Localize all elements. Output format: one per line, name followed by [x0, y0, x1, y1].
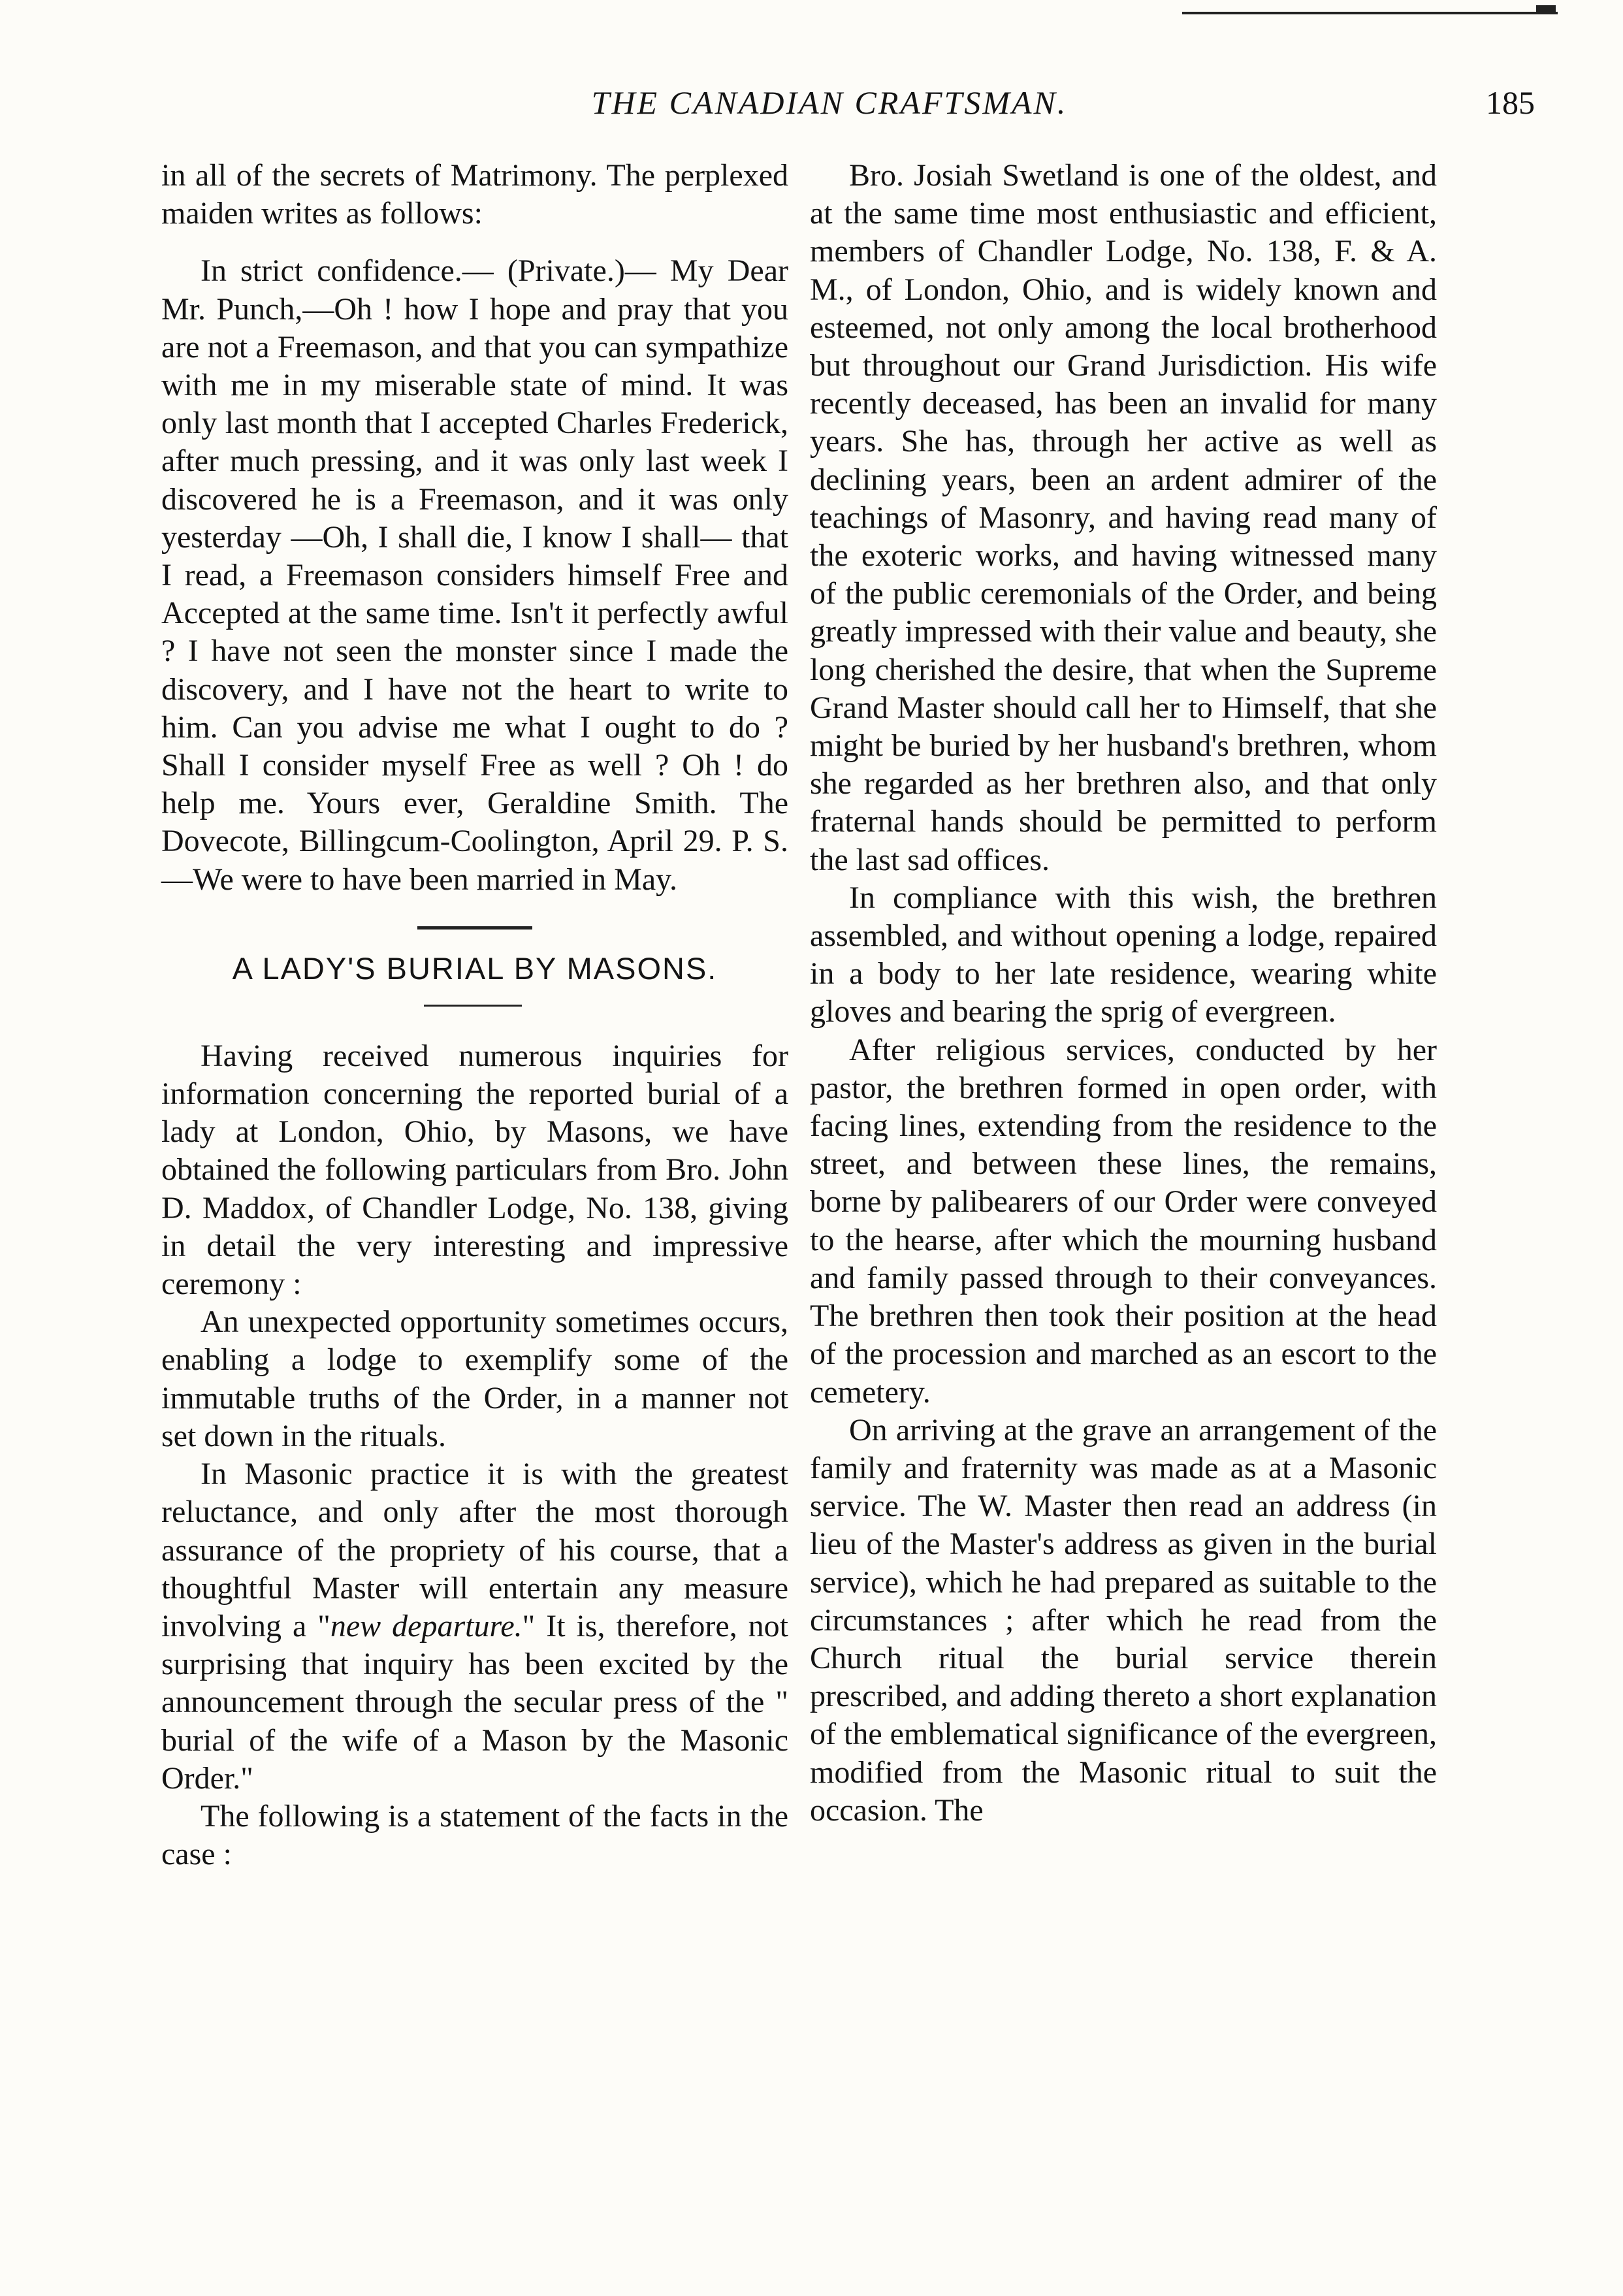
top-rule-ornament — [1536, 5, 1556, 13]
letter-text: In strict confidence.— (Private.)— My Dear Mr. Punch,—Oh ! how I hope and pray that you are not a Freemason, and that you can sympathize with me in my miserable state of mind. It was only last month that I accepted Charles Frederick, after much pressing, and it was only last week I discovered he is a Freemason, and it was only yesterday —Oh, I shall die, I know I shall— that I read, a Freemason considers himself Free and Accepted at the same time. Isn't it perfectly awful ? I have not seen the monster since I made the discovery, and I have not the heart to write to him. Can you advise me what I ought to do ? Shall I consider myself Free as well ? Oh ! do help me. Yours ever, Geraldine Smith. The Dovecote, Billingcum-Coolington, April 29. P. S.—We were to have been married in May. — [161, 253, 788, 897]
right-column — [810, 157, 1437, 1830]
article-paragraph: After religious services, conducted by her pastor, the brethren formed in open order, with facing lines, extending from the residence to the street, and between these lines, the remains, borne by palibearers of our Order were conveyed to the hearse, after which the mourning husband and family passed through to their conveyances. The brethren then took their position at the head of the procession and marched as an escort to the cemetery. — [810, 1032, 1437, 1410]
left-column — [161, 157, 788, 1873]
top-rule — [1182, 12, 1558, 14]
article-paragraph: The following is a statement of the facts in the case : — [161, 1798, 788, 1872]
article-paragraph: In compliance with this wish, the brethren assembled, and without opening a lodge, repaired in a body to her late residence, wearing white gloves and bearing the sprig of evergreen. — [810, 880, 1437, 1029]
intro-text: in all of the secrets of Matrimony. The perplexed maiden writes as follows: — [161, 158, 788, 231]
punch-letter — [161, 252, 788, 898]
article-paragraph: In Masonic practice it is with the greatest reluctance, and only after the most thorough assurance of the propriety of his course, that a thoughtful Master will entertain any measure involving a "new departure." It is, therefore, not surprising that inquiry has been excited by the announcement through the secular press of the " burial of the wife of a Mason by the Masonic Order." — [161, 1457, 788, 1796]
article-paragraph: Bro. Josiah Swetland is one of the oldest, and at the same time most enthusiastic and efficient, members of Chandler Lodge, No. 138, F. & A. M., of London, Ohio, and is widely known and esteemed, not only among the local brotherhood but throughout our Grand Jurisdiction. His wife recently deceased, has been an invalid for many years. She has, through her active as well as declining years, been an ardent admirer of the teachings of Masonry, and having read many of the exoteric works, and having witnessed many of the public ceremonials of the Order, and being greatly impressed with their value and beauty, she long cherished the desire, that when the Supreme Grand Master should call her to Himself, that she might be buried by her husband's brethren, whom she regarded as her brethren also, and that only fraternal hands should be permitted to perform the last sad offices. — [810, 158, 1437, 877]
running-title: THE CANADIAN CRAFTSMAN. — [591, 84, 1068, 121]
page-number: 185 — [1486, 84, 1535, 121]
section-divider — [161, 918, 788, 945]
heading-divider — [161, 992, 788, 1018]
article-paragraph: On arriving at the grave an arrangement of the family and fraternity was made as at a Masonic service. The W. Master then read an address (in lieu of the Master's address as given in the burial service), which he had prepared as suitable to the circumstances ; after which he read from the Church ritual the burial service therein prescribed, and adding thereto a short explanation of the emblematical significance of the evergreen, modified from the Masonic ritual to suit the occasion. The — [810, 1412, 1437, 1828]
running-head — [163, 84, 1535, 136]
article-paragraph: An unexpected opportunity sometimes occurs, enabling a lodge to exemplify some of the immutable truths of the Order, in a manner not set down in the rituals. — [161, 1304, 788, 1453]
section-heading: A LADY'S BURIAL BY MASONS. — [232, 950, 718, 986]
article-paragraph: Having received numerous inquiries for information concerning the reported burial of a lady at London, Ohio, by Masons, we have obtained the following particulars from Bro. John D. Maddox, of Chandler Lodge, No. 138, giving in detail the very interesting and impressive ceremony : — [161, 1038, 788, 1302]
